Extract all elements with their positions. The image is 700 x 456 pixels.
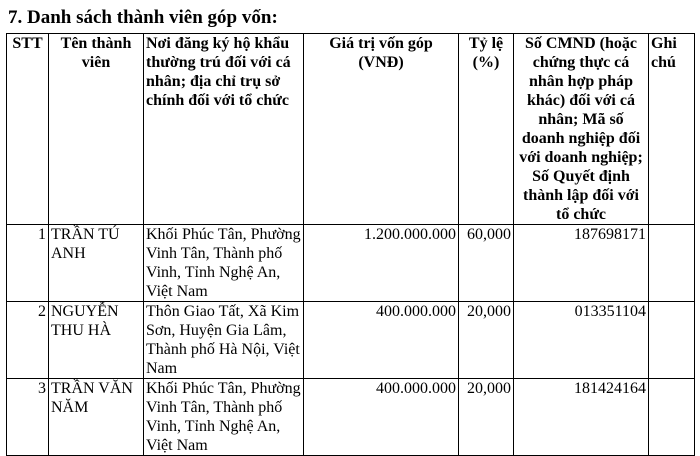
cell-ratio: 20,000 [459, 302, 514, 379]
cell-capital: 400.000.000 [304, 379, 459, 456]
cell-address: Thôn Giao Tất, Xã Kim Sơn, Huyện Gia Lâm, Thành phố Hà Nội, Việt Nam [144, 302, 304, 379]
header-ratio: Tỷ lệ (%) [459, 34, 514, 225]
cell-stt: 2 [7, 302, 49, 379]
cell-id: 013351104 [514, 302, 649, 379]
cell-stt: 1 [7, 225, 49, 302]
cell-note [649, 225, 695, 302]
cell-address: Khối Phúc Tân, Phường Vinh Tân, Thành phố Vinh, Tỉnh Nghệ An, Việt Nam [144, 379, 304, 456]
cell-name: NGUYỄN THU HÀ [49, 302, 144, 379]
header-id: Số CMND (hoặc chứng thực cá nhân hợp pháp khác) đối với cá nhân; Mã số doanh nghiệp đối với doanh nghiệp; Số Quyết định thành lập đối với tổ chức [514, 34, 649, 225]
header-capital: Giá trị vốn góp (VNĐ) [304, 34, 459, 225]
cell-id: 181424164 [514, 379, 649, 456]
header-address: Nơi đăng ký hộ khẩu thường trú đối với cá nhân; địa chỉ trụ sở chính đối với tổ chức [144, 34, 304, 225]
cell-capital: 1.200.000.000 [304, 225, 459, 302]
cell-capital: 400.000.000 [304, 302, 459, 379]
cell-id: 187698171 [514, 225, 649, 302]
section-title: 7. Danh sách thành viên góp vốn: [8, 7, 278, 28]
table-row [7, 225, 695, 302]
header-stt: STT [7, 34, 49, 225]
cell-note [649, 379, 695, 456]
cell-ratio: 20,000 [459, 379, 514, 456]
cell-stt: 3 [7, 379, 49, 456]
cell-name: TRẦN VĂN NĂM [49, 379, 144, 456]
header-note: Ghi chú [649, 34, 695, 225]
header-name: Tên thành viên [49, 34, 144, 225]
header-row [7, 34, 695, 225]
cell-address: Khối Phúc Tân, Phường Vinh Tân, Thành phố Vinh, Tỉnh Nghệ An, Việt Nam [144, 225, 304, 302]
table-row [7, 379, 695, 456]
cell-note [649, 302, 695, 379]
cell-name: TRẦN TÚ ANH [49, 225, 144, 302]
members-table [6, 33, 695, 456]
table-row [7, 302, 695, 379]
cell-ratio: 60,000 [459, 225, 514, 302]
